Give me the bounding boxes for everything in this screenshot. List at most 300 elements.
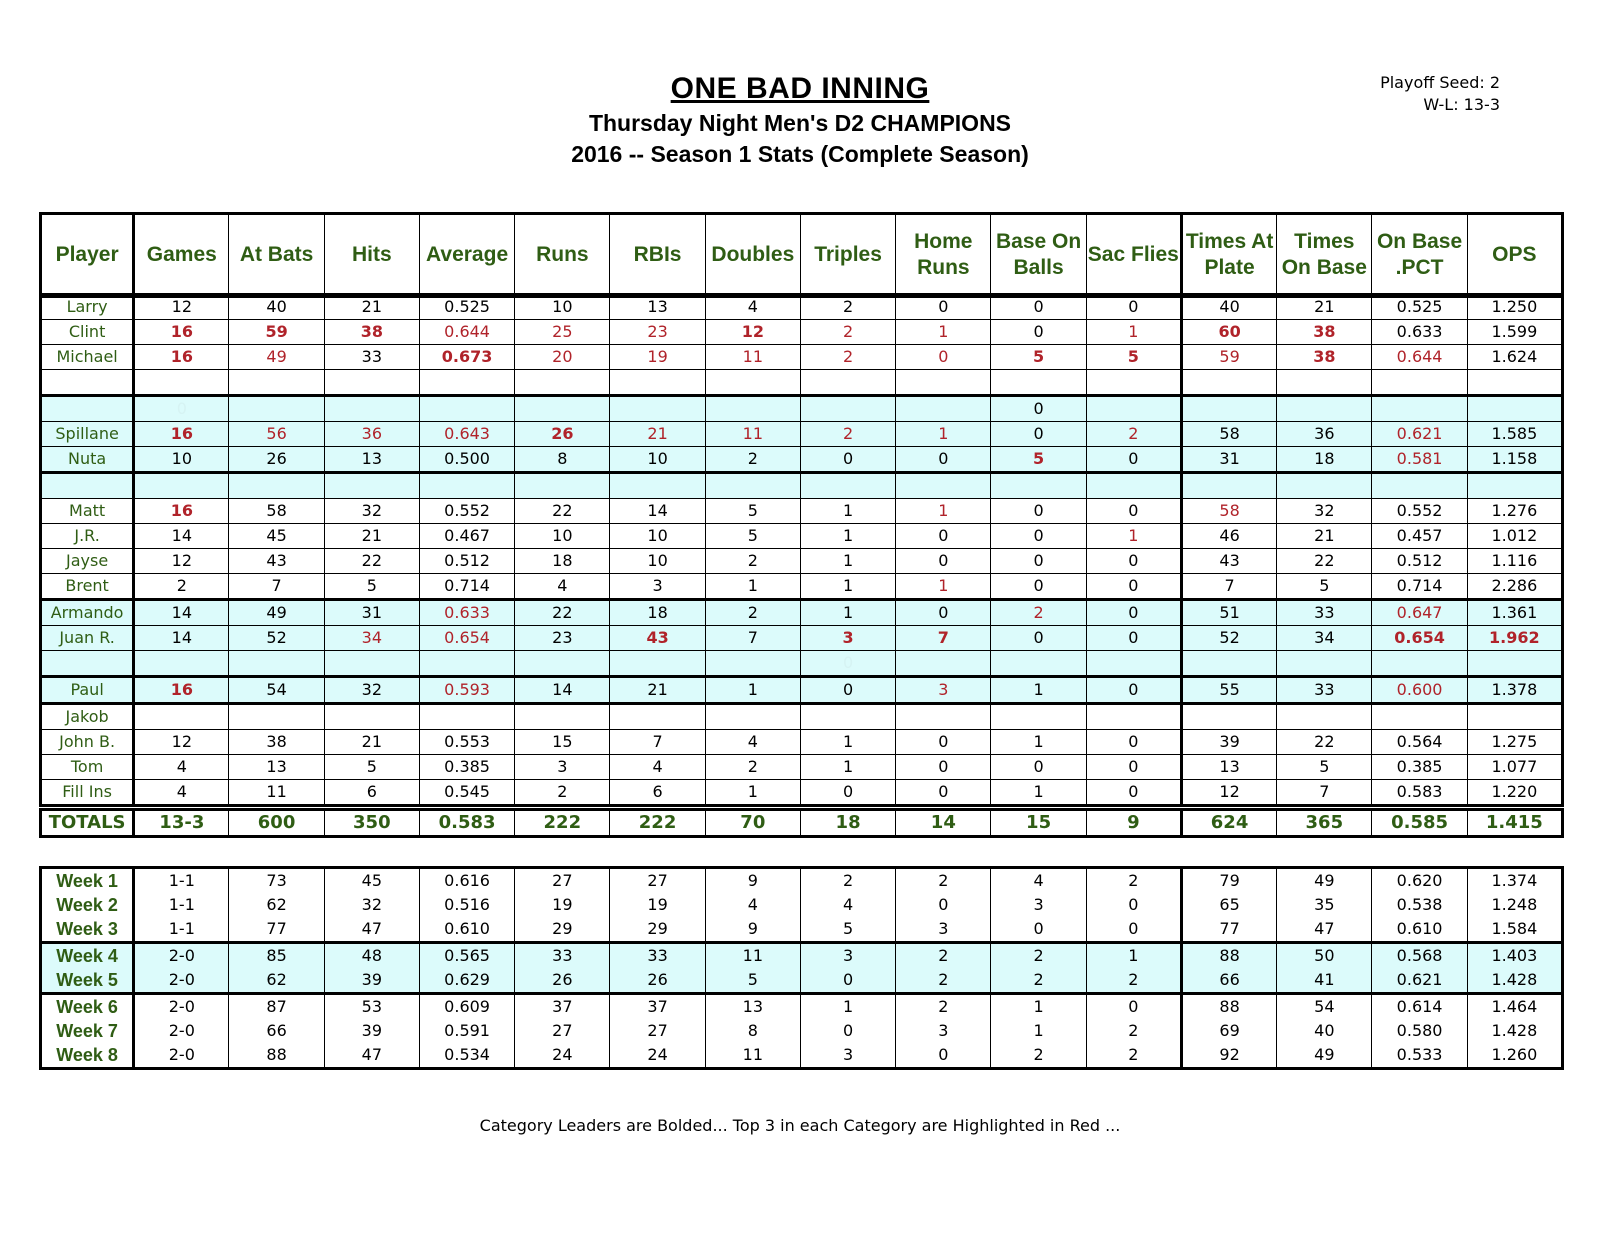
week-cell: 5 bbox=[705, 968, 800, 994]
stat-cell: 2 bbox=[800, 345, 895, 370]
stat-cell: 25 bbox=[515, 320, 610, 345]
total-cell: 15 bbox=[991, 810, 1086, 837]
stat-cell: 0.633 bbox=[419, 600, 514, 626]
stat-cell: 49 bbox=[229, 600, 324, 626]
stat-cell: 14 bbox=[610, 499, 705, 524]
stat-cell bbox=[705, 396, 800, 422]
stat-cell: 5 bbox=[324, 574, 419, 600]
week-cell: 48 bbox=[324, 943, 419, 969]
stat-cell: 0.553 bbox=[419, 730, 514, 755]
player-name bbox=[41, 651, 134, 677]
stat-cell: 36 bbox=[1277, 422, 1372, 447]
roster-table bbox=[39, 293, 1564, 807]
stat-cell bbox=[610, 704, 705, 730]
week-cell: 49 bbox=[1277, 868, 1372, 894]
week-cell: 35 bbox=[1277, 893, 1372, 917]
stat-cell: 1 bbox=[991, 780, 1086, 806]
stat-cell: 0 bbox=[800, 677, 895, 704]
stat-cell: 21 bbox=[610, 422, 705, 447]
stat-cell bbox=[1372, 651, 1467, 677]
stat-cell: 0.564 bbox=[1372, 730, 1467, 755]
week-cell: 1 bbox=[991, 994, 1086, 1020]
player-row bbox=[41, 755, 1563, 780]
stat-cell: 1 bbox=[800, 524, 895, 549]
stat-cell bbox=[991, 651, 1086, 677]
stat-cell: 0 bbox=[896, 447, 991, 473]
stat-cell bbox=[1467, 396, 1562, 422]
stat-cell: 0.385 bbox=[1372, 755, 1467, 780]
stat-cell bbox=[800, 704, 895, 730]
header-base-on-balls: Base On Balls bbox=[991, 214, 1086, 297]
stat-cell: 0 bbox=[991, 320, 1086, 345]
player-row bbox=[41, 422, 1563, 447]
stat-cell: 60 bbox=[1181, 320, 1276, 345]
stat-cell bbox=[324, 370, 419, 396]
week-cell: 54 bbox=[1277, 994, 1372, 1020]
stat-cell: 12 bbox=[134, 294, 229, 320]
total-cell: 624 bbox=[1181, 810, 1276, 837]
week-row bbox=[41, 917, 1563, 943]
week-cell: 33 bbox=[610, 943, 705, 969]
week-cell: 32 bbox=[324, 893, 419, 917]
totals-label: TOTALS bbox=[41, 810, 134, 837]
week-cell: 1.428 bbox=[1467, 968, 1562, 994]
playoff-seed: Playoff Seed: 2 bbox=[1380, 73, 1500, 92]
stat-cell bbox=[991, 473, 1086, 499]
stat-cell: 34 bbox=[324, 626, 419, 651]
stat-cell: 43 bbox=[610, 626, 705, 651]
stat-cell: 0 bbox=[896, 345, 991, 370]
player-name: Paul bbox=[41, 677, 134, 704]
stat-cell: 16 bbox=[134, 422, 229, 447]
stat-cell: 14 bbox=[134, 600, 229, 626]
week-cell: 39 bbox=[324, 1019, 419, 1043]
week-cell: 85 bbox=[229, 943, 324, 969]
week-cell: 29 bbox=[515, 917, 610, 943]
stat-cell: 0.643 bbox=[419, 422, 514, 447]
stat-cell: 12 bbox=[1181, 780, 1276, 806]
player-name: John B. bbox=[41, 730, 134, 755]
week-row bbox=[41, 1019, 1563, 1043]
stat-cell: 0 bbox=[896, 294, 991, 320]
stat-cell: 0 bbox=[1086, 677, 1181, 704]
stat-cell bbox=[1372, 473, 1467, 499]
player-name bbox=[41, 396, 134, 422]
stat-cell: 10 bbox=[610, 447, 705, 473]
player-name: Clint bbox=[41, 320, 134, 345]
week-cell: 0.516 bbox=[419, 893, 514, 917]
stat-cell: 6 bbox=[610, 780, 705, 806]
stat-cell: 22 bbox=[324, 549, 419, 574]
stat-cell: 0.552 bbox=[419, 499, 514, 524]
stat-cell: 0 bbox=[896, 780, 991, 806]
stat-cell bbox=[991, 370, 1086, 396]
stat-cell: 2 bbox=[134, 574, 229, 600]
header-at-bats: At Bats bbox=[229, 214, 324, 297]
stat-cell: 15 bbox=[515, 730, 610, 755]
player-row bbox=[41, 345, 1563, 370]
stat-cell bbox=[134, 370, 229, 396]
stat-cell bbox=[134, 704, 229, 730]
week-cell: 2-0 bbox=[134, 994, 229, 1020]
week-cell: 39 bbox=[324, 968, 419, 994]
stat-cell: 1.962 bbox=[1467, 626, 1562, 651]
stat-cell: 5 bbox=[1277, 574, 1372, 600]
header-on-base-pct: On Base .PCT bbox=[1372, 214, 1467, 297]
stat-cell bbox=[324, 473, 419, 499]
stat-cell bbox=[1086, 651, 1181, 677]
totals-row bbox=[41, 810, 1563, 837]
stat-cell: 13 bbox=[324, 447, 419, 473]
week-cell: 27 bbox=[610, 868, 705, 894]
week-cell: 2 bbox=[896, 943, 991, 969]
stat-cell: 2.286 bbox=[1467, 574, 1562, 600]
stat-cell: 0.621 bbox=[1372, 422, 1467, 447]
player-row bbox=[41, 704, 1563, 730]
week-cell: 11 bbox=[705, 1043, 800, 1069]
stat-cell bbox=[515, 370, 610, 396]
stat-cell: 1 bbox=[705, 574, 800, 600]
stat-cell: 21 bbox=[324, 294, 419, 320]
week-cell: 0 bbox=[991, 917, 1086, 943]
stat-cell bbox=[515, 473, 610, 499]
stat-cell: 10 bbox=[134, 447, 229, 473]
stat-cell bbox=[1277, 473, 1372, 499]
week-cell: 47 bbox=[1277, 917, 1372, 943]
stat-cell bbox=[324, 704, 419, 730]
stat-cell: 13 bbox=[610, 294, 705, 320]
week-cell: 0.609 bbox=[419, 994, 514, 1020]
week-cell: 49 bbox=[1277, 1043, 1372, 1069]
stat-cell: 59 bbox=[229, 320, 324, 345]
total-cell: 9 bbox=[1086, 810, 1181, 837]
week-cell: 2 bbox=[991, 943, 1086, 969]
player-name: Tom bbox=[41, 755, 134, 780]
stat-cell: 18 bbox=[1277, 447, 1372, 473]
stat-cell: 7 bbox=[610, 730, 705, 755]
week-cell: 2 bbox=[1086, 1043, 1181, 1069]
stat-cell: 13 bbox=[1181, 755, 1276, 780]
week-cell: 45 bbox=[324, 868, 419, 894]
stat-cell: 3 bbox=[515, 755, 610, 780]
stat-cell: 0.644 bbox=[419, 320, 514, 345]
player-name: Jakob bbox=[41, 704, 134, 730]
totals-table bbox=[39, 808, 1564, 838]
stat-cell: 14 bbox=[134, 524, 229, 549]
stat-cell: 0.385 bbox=[419, 755, 514, 780]
stat-cell: 58 bbox=[1181, 499, 1276, 524]
week-cell: 77 bbox=[229, 917, 324, 943]
week-cell: 8 bbox=[705, 1019, 800, 1043]
week-cell: 3 bbox=[896, 917, 991, 943]
player-row bbox=[41, 473, 1563, 499]
stat-cell: 0 bbox=[896, 755, 991, 780]
stat-cell bbox=[991, 704, 1086, 730]
stat-cell: 0.600 bbox=[1372, 677, 1467, 704]
week-cell: 4 bbox=[991, 868, 1086, 894]
stat-cell: 22 bbox=[515, 499, 610, 524]
stat-cell: 58 bbox=[1181, 422, 1276, 447]
stat-cell: 2 bbox=[705, 600, 800, 626]
stat-cell: 0.581 bbox=[1372, 447, 1467, 473]
stat-cell bbox=[515, 704, 610, 730]
week-cell: 0.610 bbox=[419, 917, 514, 943]
stat-cell: 2 bbox=[800, 294, 895, 320]
stat-cell bbox=[610, 473, 705, 499]
week-cell: 2 bbox=[1086, 868, 1181, 894]
stat-cell: 0.525 bbox=[1372, 294, 1467, 320]
stat-cell bbox=[419, 473, 514, 499]
player-name: Fill Ins bbox=[41, 780, 134, 806]
stat-cell: 1 bbox=[1086, 524, 1181, 549]
stat-cell: 1.599 bbox=[1467, 320, 1562, 345]
stat-cell: 14 bbox=[515, 677, 610, 704]
stat-cell: 2 bbox=[800, 422, 895, 447]
week-cell: 2 bbox=[991, 968, 1086, 994]
stat-cell: 0 bbox=[800, 780, 895, 806]
week-row bbox=[41, 1043, 1563, 1069]
week-cell: 27 bbox=[610, 1019, 705, 1043]
week-row bbox=[41, 994, 1563, 1020]
week-cell: 0 bbox=[896, 893, 991, 917]
stat-cell: 33 bbox=[1277, 600, 1372, 626]
week-cell: 2 bbox=[896, 868, 991, 894]
stat-cell bbox=[896, 473, 991, 499]
stat-cell: 43 bbox=[229, 549, 324, 574]
week-cell: 11 bbox=[705, 943, 800, 969]
stat-cell: 0.457 bbox=[1372, 524, 1467, 549]
stat-cell: 21 bbox=[1277, 524, 1372, 549]
week-cell: 9 bbox=[705, 917, 800, 943]
stat-cell bbox=[324, 396, 419, 422]
week-cell: 0.616 bbox=[419, 868, 514, 894]
stat-cell: 58 bbox=[229, 499, 324, 524]
stat-cell: 4 bbox=[134, 780, 229, 806]
stat-cell: 52 bbox=[229, 626, 324, 651]
week-cell: 0.533 bbox=[1372, 1043, 1467, 1069]
stat-cell: 2 bbox=[800, 320, 895, 345]
stat-cell: 1 bbox=[896, 499, 991, 524]
stat-cell: 22 bbox=[1277, 549, 1372, 574]
stat-cell: 1.361 bbox=[1467, 600, 1562, 626]
week-cell: 0 bbox=[896, 1043, 991, 1069]
column-headers bbox=[41, 214, 1563, 297]
week-cell: 27 bbox=[515, 1019, 610, 1043]
stat-cell bbox=[515, 396, 610, 422]
week-cell: 77 bbox=[1181, 917, 1276, 943]
total-cell: 1.415 bbox=[1467, 810, 1562, 837]
stat-cell: 1.158 bbox=[1467, 447, 1562, 473]
stat-cell: 40 bbox=[1181, 294, 1276, 320]
week-cell: 0.610 bbox=[1372, 917, 1467, 943]
stat-cell: 1 bbox=[1086, 320, 1181, 345]
stat-cell: 5 bbox=[705, 524, 800, 549]
week-cell: 1 bbox=[800, 994, 895, 1020]
stat-cell: 0.654 bbox=[1372, 626, 1467, 651]
stat-cell: 0 bbox=[896, 549, 991, 574]
stat-cell: 36 bbox=[324, 422, 419, 447]
total-cell: 222 bbox=[610, 810, 705, 837]
stat-cell bbox=[229, 396, 324, 422]
stat-cell: 7 bbox=[896, 626, 991, 651]
week-cell: 4 bbox=[800, 893, 895, 917]
stat-cell: 1 bbox=[896, 574, 991, 600]
stat-cell bbox=[419, 396, 514, 422]
player-row bbox=[41, 320, 1563, 345]
footer-note: Category Leaders are Bolded... Top 3 in each Category are Highlighted in Red ... bbox=[479, 1116, 1121, 1135]
total-cell: 14 bbox=[896, 810, 991, 837]
stat-cell: 0.644 bbox=[1372, 345, 1467, 370]
stat-cell bbox=[1086, 473, 1181, 499]
stat-cell: 0.583 bbox=[1372, 780, 1467, 806]
week-cell: 1.260 bbox=[1467, 1043, 1562, 1069]
stat-cell: 0 bbox=[991, 499, 1086, 524]
stat-cell bbox=[1372, 704, 1467, 730]
week-label: Week 1 bbox=[41, 868, 134, 894]
week-cell: 24 bbox=[515, 1043, 610, 1069]
total-cell: 13-3 bbox=[134, 810, 229, 837]
week-cell: 13 bbox=[705, 994, 800, 1020]
week-label: Week 7 bbox=[41, 1019, 134, 1043]
stat-cell: 1.012 bbox=[1467, 524, 1562, 549]
stat-cell: 0.633 bbox=[1372, 320, 1467, 345]
stat-cell: 45 bbox=[229, 524, 324, 549]
stat-cell bbox=[419, 704, 514, 730]
week-cell: 0.620 bbox=[1372, 868, 1467, 894]
week-cell: 2-0 bbox=[134, 1019, 229, 1043]
player-name: J.R. bbox=[41, 524, 134, 549]
player-name bbox=[41, 370, 134, 396]
stat-cell: 1 bbox=[896, 320, 991, 345]
week-cell: 92 bbox=[1181, 1043, 1276, 1069]
stat-cell bbox=[610, 651, 705, 677]
week-cell: 0 bbox=[800, 1019, 895, 1043]
stat-cell bbox=[1467, 370, 1562, 396]
stat-cell: 1.378 bbox=[1467, 677, 1562, 704]
week-cell: 1.374 bbox=[1467, 868, 1562, 894]
week-label: Week 3 bbox=[41, 917, 134, 943]
stat-cell bbox=[1372, 370, 1467, 396]
stat-cell bbox=[1086, 370, 1181, 396]
stat-cell: 10 bbox=[610, 549, 705, 574]
player-row bbox=[41, 499, 1563, 524]
week-cell: 1.428 bbox=[1467, 1019, 1562, 1043]
stat-cell: 4 bbox=[705, 730, 800, 755]
week-cell: 0.591 bbox=[419, 1019, 514, 1043]
week-cell: 19 bbox=[515, 893, 610, 917]
week-cell: 66 bbox=[229, 1019, 324, 1043]
player-row bbox=[41, 524, 1563, 549]
week-cell: 1-1 bbox=[134, 917, 229, 943]
week-cell: 2-0 bbox=[134, 943, 229, 969]
stat-cell: 0 bbox=[134, 396, 229, 422]
week-cell: 3 bbox=[800, 1043, 895, 1069]
week-cell: 53 bbox=[324, 994, 419, 1020]
week-label: Week 5 bbox=[41, 968, 134, 994]
week-cell: 26 bbox=[610, 968, 705, 994]
stat-cell bbox=[1181, 651, 1276, 677]
week-cell: 0 bbox=[1086, 893, 1181, 917]
week-cell: 1-1 bbox=[134, 868, 229, 894]
stat-cell: 1.624 bbox=[1467, 345, 1562, 370]
stat-cell: 0 bbox=[1086, 626, 1181, 651]
stat-cell: 0 bbox=[991, 422, 1086, 447]
stat-cell: 22 bbox=[515, 600, 610, 626]
week-cell: 0.534 bbox=[419, 1043, 514, 1069]
stat-cell: 1.116 bbox=[1467, 549, 1562, 574]
stat-cell: 1 bbox=[800, 730, 895, 755]
stat-cell: 39 bbox=[1181, 730, 1276, 755]
stat-cell: 0.512 bbox=[1372, 549, 1467, 574]
stat-cell: 16 bbox=[134, 320, 229, 345]
player-name: Jayse bbox=[41, 549, 134, 574]
week-cell: 0.629 bbox=[419, 968, 514, 994]
week-label: Week 4 bbox=[41, 943, 134, 969]
stat-cell: 1 bbox=[991, 730, 1086, 755]
stat-cell bbox=[705, 370, 800, 396]
stat-cell bbox=[1277, 396, 1372, 422]
stat-cell bbox=[324, 651, 419, 677]
stat-cell: 1 bbox=[800, 499, 895, 524]
stat-cell: 2 bbox=[705, 447, 800, 473]
header-games: Games bbox=[134, 214, 229, 297]
stat-cell: 31 bbox=[1181, 447, 1276, 473]
week-cell: 19 bbox=[610, 893, 705, 917]
week-cell: 0.568 bbox=[1372, 943, 1467, 969]
stat-cell: 0.647 bbox=[1372, 600, 1467, 626]
player-name: Armando bbox=[41, 600, 134, 626]
subtitle-season: 2016 -- Season 1 Stats (Complete Season) bbox=[571, 141, 1029, 167]
week-cell: 3 bbox=[896, 1019, 991, 1043]
stat-cell: 1.220 bbox=[1467, 780, 1562, 806]
week-cell: 2 bbox=[896, 968, 991, 994]
week-cell: 88 bbox=[1181, 943, 1276, 969]
stat-cell bbox=[229, 651, 324, 677]
player-row bbox=[41, 600, 1563, 626]
week-cell: 69 bbox=[1181, 1019, 1276, 1043]
stat-cell: 10 bbox=[515, 524, 610, 549]
stat-cell: 1 bbox=[705, 780, 800, 806]
stat-cell: 18 bbox=[515, 549, 610, 574]
stat-cell: 0 bbox=[1086, 447, 1181, 473]
week-row bbox=[41, 893, 1563, 917]
stat-cell bbox=[229, 370, 324, 396]
stat-cell: 0.552 bbox=[1372, 499, 1467, 524]
stat-cell: 1.250 bbox=[1467, 294, 1562, 320]
stat-cell bbox=[896, 370, 991, 396]
stat-cell: 0 bbox=[1086, 294, 1181, 320]
week-cell: 0.565 bbox=[419, 943, 514, 969]
player-row bbox=[41, 370, 1563, 396]
stat-cell: 11 bbox=[705, 345, 800, 370]
stat-cell: 32 bbox=[324, 677, 419, 704]
win-loss: W-L: 13-3 bbox=[1423, 95, 1500, 114]
stat-cell: 1 bbox=[800, 600, 895, 626]
stat-cell bbox=[705, 473, 800, 499]
player-row bbox=[41, 780, 1563, 806]
stat-cell: 18 bbox=[610, 600, 705, 626]
stat-cell: 0.673 bbox=[419, 345, 514, 370]
week-cell: 29 bbox=[610, 917, 705, 943]
week-row bbox=[41, 943, 1563, 969]
stat-cell: 1 bbox=[705, 677, 800, 704]
stat-cell bbox=[610, 370, 705, 396]
stat-cell: 0.525 bbox=[419, 294, 514, 320]
team-title: ONE BAD INNING bbox=[670, 72, 930, 105]
stat-cell: 4 bbox=[515, 574, 610, 600]
stat-cell: 1 bbox=[800, 549, 895, 574]
total-cell: 18 bbox=[800, 810, 895, 837]
